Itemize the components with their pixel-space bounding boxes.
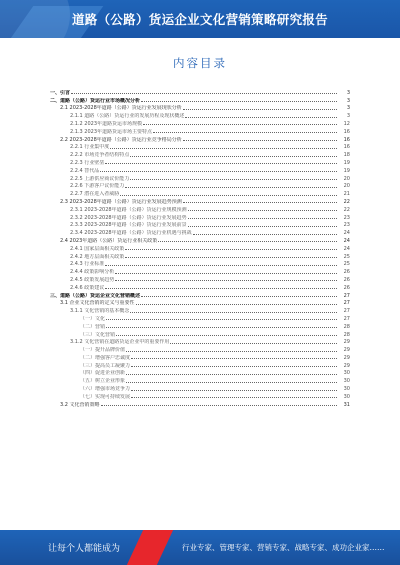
toc-entry-title: （六）增强市场竞争力 xyxy=(80,386,131,393)
toc-entry-title: （一）文化 xyxy=(80,315,106,322)
toc-entry-title: 2.2.1 行业集中度 xyxy=(70,144,110,151)
toc-entry[interactable] xyxy=(50,384,350,392)
toc-entry-title: 3.1.1 文化营销的基本概念 xyxy=(70,308,130,315)
toc-entry[interactable] xyxy=(50,361,350,369)
toc-entry-page: 3 xyxy=(346,97,350,104)
toc-entry-title: 2.4.1 国家层面相关政策 xyxy=(70,245,125,252)
toc-entry[interactable] xyxy=(50,143,350,151)
toc-entry-page: 3 xyxy=(346,89,350,96)
toc-entry[interactable] xyxy=(50,260,350,268)
toc-entry[interactable] xyxy=(50,221,350,229)
toc-entry-title: 2.3.2 2023-2028年道路（公路）货运行业发展趋势 xyxy=(70,214,187,221)
toc-leader-dots xyxy=(120,195,337,196)
toc-entry-title: （五）树立企业形象 xyxy=(80,378,126,385)
toc-entry-title: 二、道路（公路）货运行业市场概况分析 xyxy=(50,97,141,104)
toc-leader-dots xyxy=(131,390,337,391)
toc-entry[interactable] xyxy=(50,330,350,338)
toc-entry-title: （三）提高员工凝聚力 xyxy=(80,362,131,369)
toc-leader-dots xyxy=(126,374,337,375)
toc-entry[interactable] xyxy=(50,236,350,244)
toc-entry-title: （二）营销 xyxy=(80,323,106,330)
toc-entry-title: 2.1.3 2023年道路货运市场主要特点 xyxy=(70,128,153,135)
toc-leader-dots xyxy=(136,304,337,305)
toc-entry-page: 26 xyxy=(343,269,350,276)
footer-slogan-right: 行业专家、管理专家、营销专家、战略专家、成功企业家…… xyxy=(182,543,385,552)
toc-leader-dots xyxy=(131,358,337,359)
toc-entry-title: 2.1.1 道路（公路）货运行业的发展历程及现状概述 xyxy=(70,113,185,120)
toc-entry-page: 26 xyxy=(343,284,350,291)
report-title: 道路（公路）货运企业文化营销策略研究报告 xyxy=(71,12,328,27)
toc-entry-page: 25 xyxy=(343,261,350,268)
toc-entry-title: （四）促进企业创新 xyxy=(80,370,126,377)
toc-entry-page: 28 xyxy=(343,323,350,330)
toc-entry-page: 25 xyxy=(343,253,350,260)
toc-entry-title: （一）提升品牌价值 xyxy=(80,347,126,354)
toc-entry[interactable] xyxy=(50,213,350,221)
toc-entry[interactable] xyxy=(50,283,350,291)
toc-leader-dots xyxy=(131,397,337,398)
footer-slogan-left: 让每个人都能成为 xyxy=(48,544,121,554)
toc-leader-dots xyxy=(106,319,337,320)
toc-leader-dots xyxy=(158,241,337,242)
toc-entry-title: 2.1.2 2023年道路货运市场规模 xyxy=(70,120,143,127)
toc-leader-dots xyxy=(188,210,337,211)
toc-entry[interactable] xyxy=(50,275,350,283)
toc-entry[interactable] xyxy=(50,104,350,112)
toc-entry[interactable] xyxy=(50,267,350,275)
toc-leader-dots xyxy=(183,140,337,141)
toc-leader-dots xyxy=(126,382,337,383)
toc-entry[interactable] xyxy=(50,400,350,408)
toc-entry-title: 2.2.5 上游供应商议价能力 xyxy=(70,175,130,182)
toc-entry[interactable] xyxy=(50,291,350,299)
toc-leader-dots xyxy=(115,273,337,274)
toc-entry-page: 27 xyxy=(343,315,350,322)
toc-entry[interactable] xyxy=(50,174,350,182)
toc-entry-page: 30 xyxy=(343,378,350,385)
toc-entry-title: （二）增强客户忠诚度 xyxy=(80,354,131,361)
toc-leader-dots xyxy=(131,366,337,367)
toc-leader-dots xyxy=(126,351,337,352)
toc-entry[interactable] xyxy=(50,338,350,346)
toc-entry-page: 27 xyxy=(343,292,350,299)
toc-entry-title: 2.2.4 替代品 xyxy=(70,167,100,174)
toc-entry-title: （七）实现可持续发展 xyxy=(80,393,131,400)
toc-entry-page: 29 xyxy=(343,339,350,346)
toc-entry-page: 29 xyxy=(343,347,350,354)
toc-leader-dots xyxy=(71,93,337,94)
toc-leader-dots xyxy=(105,163,337,164)
toc-leader-dots xyxy=(116,335,337,336)
toc-entry[interactable] xyxy=(50,158,350,166)
footer-red-stripe xyxy=(127,530,173,565)
toc-leader-dots xyxy=(170,343,337,344)
toc-entry-title: 2.4.3 行业标准 xyxy=(70,261,105,268)
toc-entry[interactable] xyxy=(50,306,350,314)
toc-leader-dots xyxy=(193,234,337,235)
toc-heading: 内容目录 xyxy=(173,56,227,70)
toc-entry[interactable] xyxy=(50,322,350,330)
toc-entry-page: 16 xyxy=(343,144,350,151)
toc-entry-title: 2.3.1 2023-2028年道路（公路）货运行业规模预测 xyxy=(70,206,187,213)
toc-entry-title: 2.2 2023-2028年道路（公路）货运行业竞争格局分析 xyxy=(60,136,182,143)
toc-leader-dots xyxy=(125,257,337,258)
toc-entry[interactable] xyxy=(50,244,350,252)
toc-leader-dots xyxy=(105,288,337,289)
toc-entry-page: 24 xyxy=(343,237,350,244)
toc-entry-page: 16 xyxy=(343,136,350,143)
toc-entry-page: 12 xyxy=(343,120,350,127)
toc-entry[interactable] xyxy=(50,197,350,205)
toc-leader-dots xyxy=(188,226,337,227)
report-footer xyxy=(0,530,400,565)
toc-leader-dots xyxy=(105,265,337,266)
toc-leader-dots xyxy=(183,109,337,110)
toc-entry-title: 3.2 文化营销策略 xyxy=(60,401,100,408)
toc-leader-dots xyxy=(130,179,337,180)
toc-leader-dots xyxy=(153,132,337,133)
toc-entry-page: 29 xyxy=(343,354,350,361)
report-header xyxy=(0,0,400,38)
toc-entry-page: 31 xyxy=(343,401,350,408)
toc-entry-title: 2.3.4 2023-2028年道路（公路）货运行业机遇与挑战 xyxy=(70,230,192,237)
toc-entry-page: 20 xyxy=(343,183,350,190)
toc-leader-dots xyxy=(101,405,337,406)
toc-entry[interactable] xyxy=(50,252,350,260)
toc-entry-page: 26 xyxy=(343,276,350,283)
toc-leader-dots xyxy=(183,202,337,203)
toc-leader-dots xyxy=(125,187,337,188)
toc-entry[interactable] xyxy=(50,189,350,197)
toc-entry[interactable] xyxy=(50,314,350,322)
toc-entry[interactable] xyxy=(50,376,350,384)
toc-leader-dots xyxy=(141,101,337,102)
toc-entry-title: 2.1 2023-2028年道路（公路）货运行业发展现状分析 xyxy=(60,105,182,112)
toc-entry-title: （三）文化营销 xyxy=(80,331,116,338)
toc-entry[interactable] xyxy=(50,228,350,236)
toc-entry-page: 22 xyxy=(343,206,350,213)
toc-entry[interactable] xyxy=(50,119,350,127)
toc-entry-title: 一、引言 xyxy=(50,89,71,96)
toc-entry-title: 3.1 企业文化营销的定义与重要性 xyxy=(60,300,135,307)
toc-entry[interactable] xyxy=(50,182,350,190)
toc-entry-page: 30 xyxy=(343,370,350,377)
toc-entry-page: 28 xyxy=(343,331,350,338)
toc-entry-page: 27 xyxy=(343,308,350,315)
table-of-contents xyxy=(50,88,350,408)
toc-entry-title: 2.2.2 市场竞争者结构特点 xyxy=(70,152,130,159)
toc-leader-dots xyxy=(115,280,337,281)
toc-entry-page: 19 xyxy=(343,167,350,174)
toc-entry-title: 2.4.4 政策影响分析 xyxy=(70,269,115,276)
toc-entry-page: 30 xyxy=(343,393,350,400)
toc-entry-page: 29 xyxy=(343,362,350,369)
toc-entry-title: 2.4.6 政策建议 xyxy=(70,284,105,291)
toc-entry-page: 3 xyxy=(346,105,350,112)
toc-entry-page: 16 xyxy=(343,128,350,135)
toc-entry[interactable] xyxy=(50,205,350,213)
toc-leader-dots xyxy=(185,117,337,118)
toc-leader-dots xyxy=(141,296,337,297)
toc-leader-dots xyxy=(188,218,337,219)
toc-entry-title: 3.1.2 文化营销在道路货运企业中的重要作用 xyxy=(70,339,170,346)
toc-entry[interactable] xyxy=(50,166,350,174)
toc-entry[interactable] xyxy=(50,345,350,353)
toc-entry[interactable] xyxy=(50,150,350,158)
toc-entry[interactable] xyxy=(50,299,350,307)
toc-leader-dots xyxy=(110,148,337,149)
toc-leader-dots xyxy=(106,327,337,328)
toc-entry[interactable] xyxy=(50,96,350,104)
toc-entry-page: 27 xyxy=(343,300,350,307)
toc-entry-title: 2.2.3 行业壁垒 xyxy=(70,159,105,166)
toc-entry-page: 23 xyxy=(343,214,350,221)
toc-leader-dots xyxy=(143,124,337,125)
toc-entry[interactable] xyxy=(50,353,350,361)
toc-leader-dots xyxy=(130,312,337,313)
toc-entry[interactable] xyxy=(50,135,350,143)
toc-entry-page: 23 xyxy=(343,222,350,229)
toc-entry-title: 2.2.7 潜在进入者威胁 xyxy=(70,191,120,198)
toc-entry[interactable] xyxy=(50,392,350,400)
toc-leader-dots xyxy=(100,171,337,172)
toc-entry-page: 21 xyxy=(343,191,350,198)
toc-entry-title: 2.4.2 地方层面相关政策 xyxy=(70,253,125,260)
toc-entry[interactable] xyxy=(50,369,350,377)
toc-entry-title: 2.2.6 下游客户议价能力 xyxy=(70,183,125,190)
toc-leader-dots xyxy=(125,249,337,250)
toc-entry-page: 22 xyxy=(343,198,350,205)
toc-entry[interactable] xyxy=(50,127,350,135)
toc-entry-title: 2.3.3 2023-2028年道路（公路）货运行业发展前景 xyxy=(70,222,187,229)
toc-entry[interactable] xyxy=(50,88,350,96)
toc-entry[interactable] xyxy=(50,111,350,119)
toc-entry-title: 三、道路（公路）货运企业文化营销概述 xyxy=(50,292,141,299)
toc-entry-page: 24 xyxy=(343,230,350,237)
toc-entry-page: 20 xyxy=(343,175,350,182)
toc-entry-page: 30 xyxy=(343,386,350,393)
toc-entry-page: 3 xyxy=(346,113,350,120)
toc-leader-dots xyxy=(130,156,337,157)
toc-entry-page: 24 xyxy=(343,245,350,252)
toc-entry-title: 2.4 2023年道路（公路）货运行业相关政策 xyxy=(60,237,158,244)
toc-entry-page: 18 xyxy=(343,152,350,159)
toc-entry-title: 2.3 2023-2028年道路（公路）货运行业发展趋势预测 xyxy=(60,198,182,205)
toc-entry-title: 2.4.5 政策发展趋势 xyxy=(70,276,115,283)
toc-entry-page: 19 xyxy=(343,159,350,166)
